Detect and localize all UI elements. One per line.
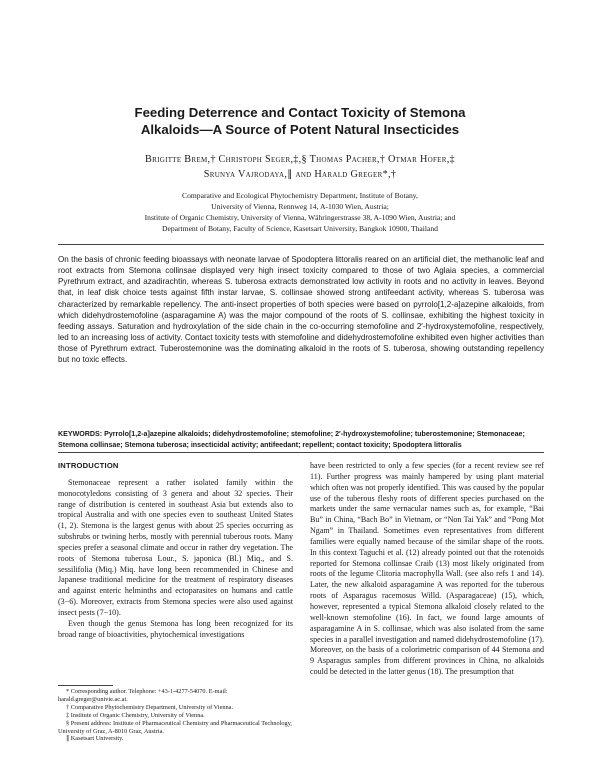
keywords-bottom-rule [58, 452, 544, 453]
footnote-corresponding: * Corresponding author. Telephone: +43-1-4277-54070. E-mail: harald.greger@univie.ac.at. [58, 688, 228, 703]
footnote-affiliation: ‡ Institute of Organic Chemistry, University of Vienna. [66, 711, 205, 719]
title-line-1: Feeding Deterrence and Contact Toxicity of Stemona [134, 105, 466, 120]
author-list [40, 152, 560, 182]
authors-line-2: Srunya Vajrodaya,∥ and Harald Greger*,† [203, 169, 397, 180]
affiliation-line: University of Vienna, Rennweg 14, A-1030 Wien, Austria; [211, 202, 389, 211]
abstract: On the basis of chronic feeding bioassays with neonate larvae of Spodoptera littoralis reared on an artificial diet, the methanolic leaf and root extracts from Stemona collinsae displayed very high insect toxicity compared to those of two Aglaia species, a commercial Pyrethrum extract, and azadirachtin, whereas S. tuberosa extracts demonstrated low activity in roots and no activity in leaves. Beyond that, in leaf disk choice tests against fifth instar larvae, S. collinsae showed strong antifeedant activity, whereas S. tuberosa was characterized by remarkable repellency. The anti-insect properties of both species were based on pyrrolo[1,2-a]azepine alkaloids, from which didehydrostemofoline (asparagamine A) was the major compound of the roots of S. collinsae, exhibiting the highest toxicity in feeding assays. Saturation and hydroxylation of the side chain in the co-occurring stemofoline and 2′-hydroxystemofoline, respectively, led to an increasing loss of activity. Contact toxicity tests with stemofoline and didehydrostemofoline exhibited even higher activities than those of Pyrethrum extract. Tuberostemonine was the dominating alkaloid in the roots of S. tuberosa, showing outstanding repellency but no toxic effects. [58, 255, 544, 365]
intro-paragraph-2: Even though the genus Stemona has long been recognized for its broad range of bioactivities, phytochemical investigations [58, 618, 293, 639]
article-title [40, 104, 560, 138]
footnote-affiliation: ∥ Kasetsart University. [66, 735, 124, 743]
footnote-rule [58, 685, 113, 686]
affiliation-line: Comparative and Ecological Phytochemistry Department, Institute of Botany, [182, 191, 418, 200]
keywords: KEYWORDS: Pyrrolo[1,2-a]azepine alkaloids; didehydrostemofoline; stemofoline; 2′-hydroxystemofoline; tuberostemonine; Stemonaceae; Stemona collinsae; Stemona tuberosa; insecticidal activity; antifeedant; repellent; contact toxicity; Spodoptera littoralis [58, 430, 525, 450]
abstract-top-rule [58, 244, 544, 245]
footnote-affiliation: † Comparative Phytochemistry Department, University of Vienna. [66, 703, 234, 711]
right-column [310, 461, 544, 678]
authors-line-1: Brigitte Brem,† Christoph Seger,‡,§ Thomas Pacher,† Otmar Hofer,‡ [145, 154, 455, 165]
intro-continuation: have been restricted to only a few species (for a recent review see ref 11). Further progress was mainly hampered by using plant material which often was not properly identified. This was caused by the popular use of the tuberous fleshy roots of different species purchased on the markets under the same vernacular names such as, for example, “Bai Bu” in China, “Bach Bo” in Vietnam, or “Non Tai Yak” and “Pong Mot Ngam” in Thailand. Sometimes even representatives from different families were equally named because of the similar shape of the roots. In this context Taguchi et al. (12) already pointed out that the rotenoids reported for Stemona collinsae Craib (13) most likely originated from roots of the legume Clitoria macrophylla Wall. (see also refs 1 and 14). Later, the new alkaloid asparagamine A was reported for the tuberous roots of Asparagus racemosus Willd. (Asparagaceae) (15), which, however, represented a typical Stemona alkaloid closely related to the well-known stemofoline (16). In fact, we found large amounts of asparagamine A in S. collinsae, which was also isolated from the same species in a parallel investigation and named didehydrostemofoline (17). Moreover, on the basis of a colorimetric comparison of 44 Stemona and 9 Asparagus samples from different provinces in China, no alkaloids could be detected in the latter genus (18). The presumption that [310, 461, 544, 677]
left-column [58, 461, 293, 641]
affiliations [20, 190, 580, 234]
footnotes [58, 688, 293, 743]
intro-paragraph-1: Stemonaceae represent a rather isolated family within the monocotyledons consisting of 3 genera and about 32 species. Their range of distribution is centered in southeast Asia but extends also to tropical Australia and with one species even to southeast United States (1, 2). Stemona is the largest genus with about 25 species occurring as subshrubs or twining herbs, mostly with perennial tuberous roots. Many species prefer a seasonal climate and occur in rather dry vegetation. The roots of Stemona tuberosa Lour., S. japonica (Bl.) Miq., and S. sessilifolia (Miq.) Miq. have long been recommended in Chinese and Japanese traditional medicine for the treatment of respiratory diseases and against enteric helminths and ectoparasites on humans and cattle (3−6). Moreover, extracts from Stemona species were also used against insect pests (7−10). [58, 477, 293, 617]
affiliation-line: Institute of Organic Chemistry, University of Vienna, Währingerstrasse 38, A-1090 Wien, Austria; and [144, 213, 456, 222]
footnote-affiliation: § Present address: Institute of Pharmaceutical Chemistry and Pharmaceutical Technology, University of Graz, A-8010 Graz, Austria. [58, 719, 293, 735]
affiliation-line: Department of Botany, Faculty of Science, Kasetsart University, Bangkok 10900, Thailand [162, 224, 438, 233]
title-line-2: Alkaloids—A Source of Potent Natural Insecticides [140, 122, 460, 137]
section-heading-introduction: INTRODUCTION [58, 461, 119, 470]
